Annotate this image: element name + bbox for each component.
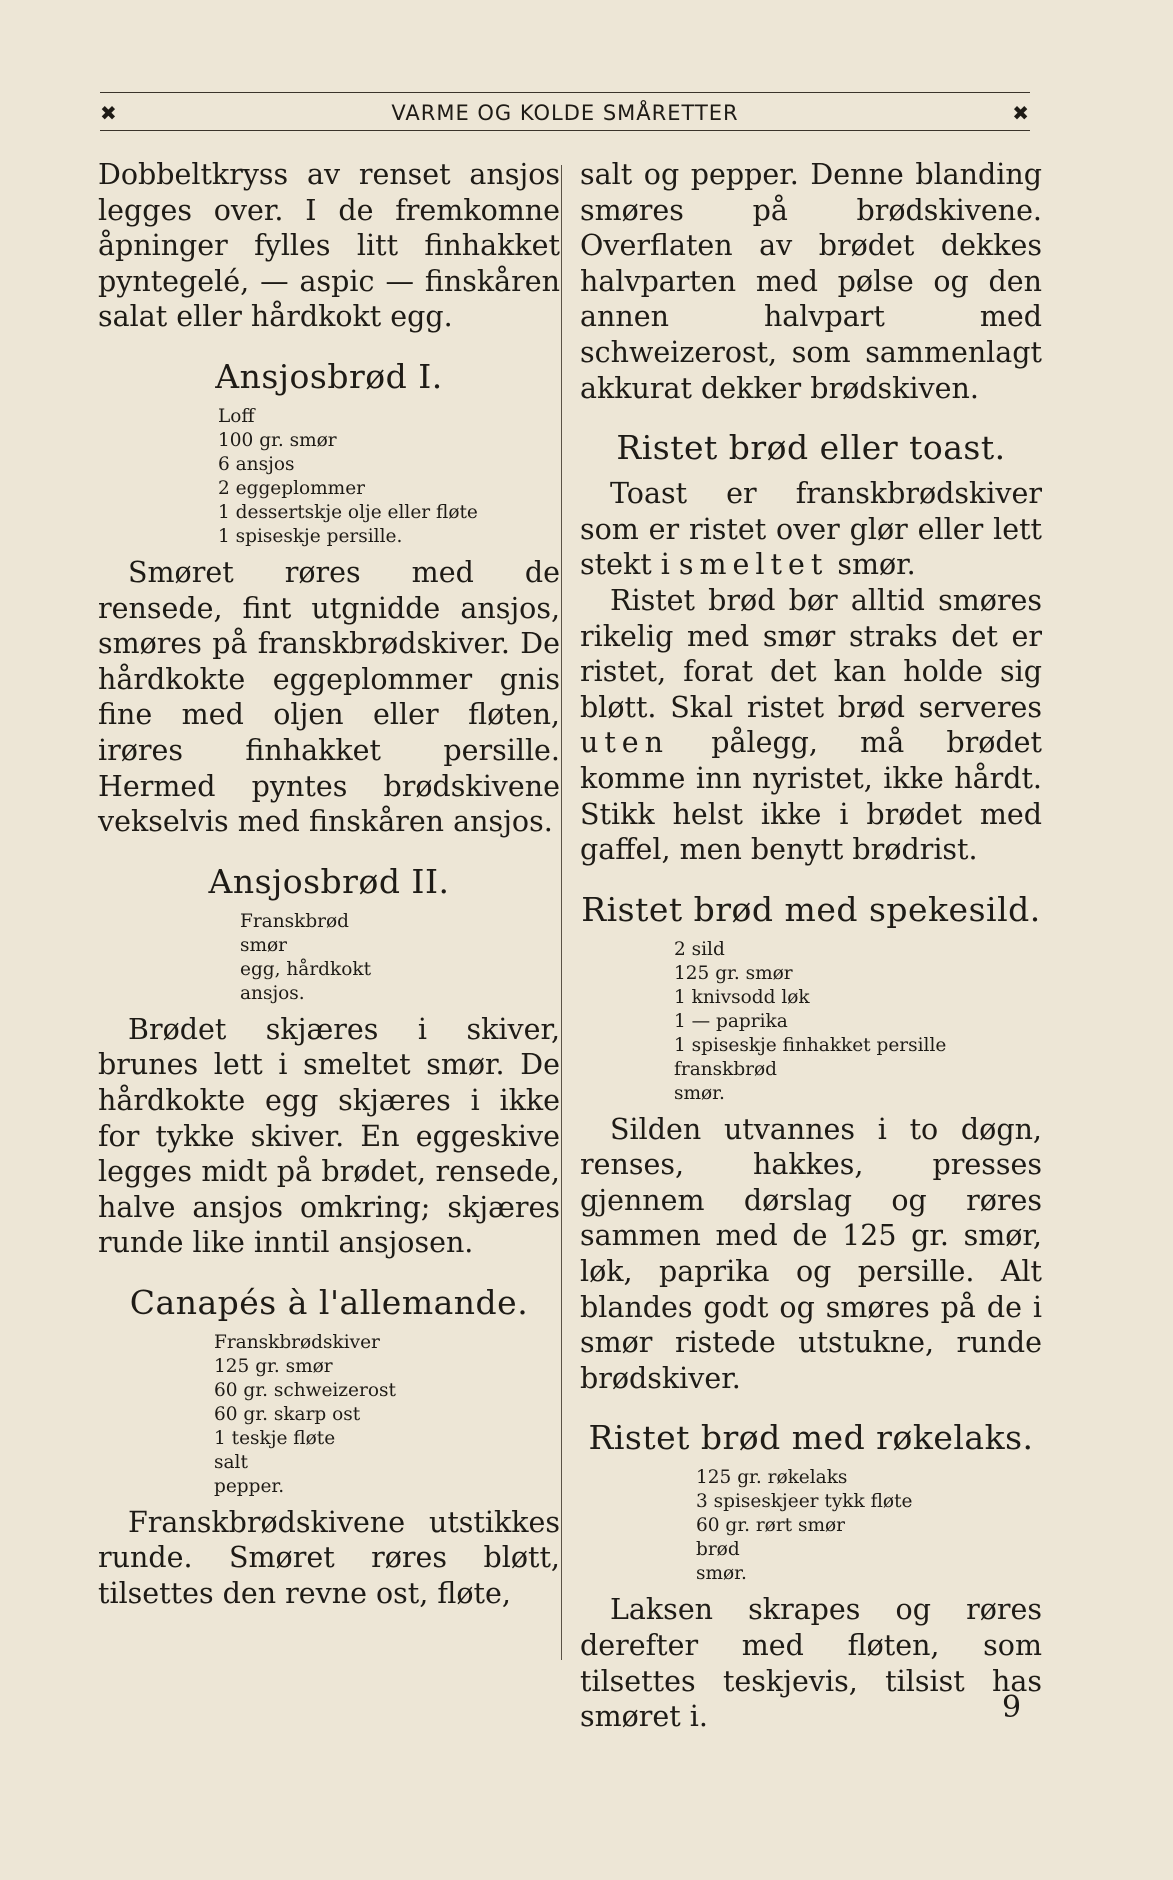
text-segment: Ristet brød bør alltid smøres rikelig med smør straks det er ristet, forat det kan holde sig bløtt. Skal ristet brød serveres: [580, 583, 1042, 724]
ingredient-item: egg, hårdkokt: [240, 958, 372, 980]
ornament-left-icon: ✖: [100, 101, 118, 125]
ingredient-item: 1 dessertskje olje eller fløte: [218, 501, 478, 523]
ingredient-item: 1 spiseskje persille.: [218, 525, 403, 547]
left-column: [98, 157, 560, 1612]
ingredient-item: 3 spiseskjeer tykk fløte: [696, 1491, 913, 1513]
emphasized-word: smeltet: [678, 548, 829, 582]
header-rule-bottom: [100, 130, 1030, 131]
recipe-text-rokelaks: Laksen skrapes og røres derefter med fløten, som tilsettes teskjevis, tilsist has smøret i.: [580, 1593, 1042, 1734]
recipe-text-ansjosbrod-2: Brødet skjæres i skiver, brunes lett i smeltet smør. De hårdkokte egg skjæres i ikke for tykke skiver. En eggeskive legges midt på brødet, rensede, halve ansjos omkring; skjæres runde like inntil ansjosen.: [98, 1012, 560, 1260]
recipe-title-ansjosbrod-2: Ansjosbrød II.: [208, 861, 450, 901]
recipe-title-spekesild: Ristet brød med spekesild.: [581, 889, 1041, 929]
recipe-title-ristet-brod: Ristet brød eller toast.: [616, 428, 1006, 468]
running-header: [100, 100, 1030, 126]
ingredient-item: 1 spiseskje finhakket persille: [674, 1034, 947, 1056]
ingredient-item: smør.: [674, 1082, 725, 1104]
ingredient-list-canapes: [214, 1331, 560, 1499]
ingredient-list-ansjosbrod-1: [218, 405, 560, 549]
intro-paragraph: Dobbeltkryss av renset ansjos legges over. I de fremkomne åpninger fylles litt finhakket pyntegelé, — aspic — finskåren salat eller hårdkokt egg.: [98, 158, 560, 334]
emphasized-word: uten: [580, 726, 670, 760]
header-rule-top: [100, 92, 1030, 93]
right-column: [580, 157, 1042, 1735]
text-segment: Toast er franskbrødskiver som er ristet over glør eller lett stekt i: [580, 477, 1042, 582]
page-number: 9: [1002, 1690, 1022, 1725]
recipe-text-ristet-brod-1: [580, 476, 1042, 583]
recipe-title-rokelaks: Ristet brød med røkelaks.: [588, 1418, 1034, 1458]
ingredient-item: 125 gr. røkelaks: [696, 1467, 848, 1489]
text-segment: smør.: [828, 548, 916, 582]
text-segment: pålegg, må brødet komme inn nyristet, ikke hårdt. Stikk helst ikke i brødet med gaffel, men benytt brødrist.: [580, 726, 1042, 867]
ingredient-item: 1 knivsodd løk: [674, 986, 810, 1008]
recipe-text-ristet-brod-2: [580, 583, 1042, 868]
ingredient-list-rokelaks: [696, 1466, 1042, 1586]
ingredient-item: 2 sild: [674, 938, 725, 960]
ingredient-item: 100 gr. smør: [218, 429, 337, 451]
ingredient-item: 1 — paprika: [674, 1010, 788, 1032]
ingredient-item: 125 gr. smør: [674, 962, 793, 984]
ingredient-list-ansjosbrod-2: [240, 910, 560, 1006]
running-header-title: VARME OG KOLDE SMÅRETTER: [391, 101, 739, 125]
recipe-text-spekesild: Silden utvannes i to døgn, renses, hakkes, presses gjennem dørslag og røres sammen med de 125 gr. smør, løk, paprika og persille. Alt blandes godt og smøres på de i smør ristede utstukne, runde brødskiver.: [580, 1112, 1042, 1395]
ingredient-item: smør: [240, 934, 288, 956]
ingredient-item: 1 teskje fløte: [214, 1427, 336, 1449]
ingredient-item: 6 ansjos: [218, 453, 295, 475]
ingredient-item: 60 gr. rørt smør: [696, 1515, 845, 1537]
ingredient-item: Franskbrød: [240, 910, 349, 932]
ingredient-item: Franskbrødskiver: [214, 1331, 380, 1353]
column-divider: [561, 165, 562, 1660]
ingredient-item: 125 gr. smør: [214, 1355, 333, 1377]
ingredient-item: brød: [696, 1539, 740, 1561]
recipe-title-canapes: Canapés à l'allemande.: [129, 1282, 529, 1322]
ingredient-list-spekesild: [674, 938, 1042, 1106]
continuation-paragraph: salt og pepper. Denne blanding smøres på brødskivene. Overflaten av brødet dekkes halvparten med pølse og den annen halvpart med schweizerost, som sammenlagt akkurat dekker brødskiven.: [580, 158, 1042, 405]
recipe-title-ansjosbrod-1: Ansjosbrød I.: [215, 356, 443, 396]
ingredient-item: 60 gr. skarp ost: [214, 1403, 361, 1425]
ingredient-item: pepper.: [214, 1475, 285, 1497]
ingredient-item: 2 eggeplommer: [218, 477, 366, 499]
ingredient-item: ansjos.: [240, 982, 305, 1004]
ornament-right-icon: ✖: [1012, 101, 1030, 125]
ingredient-item: 60 gr. schweizerost: [214, 1379, 396, 1401]
ingredient-item: salt: [214, 1451, 248, 1473]
recipe-text-canapes: Franskbrødskivene utstikkes runde. Smøret røres bløtt, tilsettes den revne ost, fløte,: [98, 1505, 560, 1611]
recipe-text-ansjosbrod-1: Smøret røres med de rensede, fint utgnidde ansjos, smøres på franskbrødskiver. De hårdkokte eggeplommer gnis fine med oljen eller fløten, irøres finhakket persille. Hermed pyntes brødskivene vekselvis med finskåren ansjos.: [98, 555, 560, 839]
ingredient-item: smør.: [696, 1563, 747, 1585]
ingredient-item: Loff: [218, 405, 255, 427]
ingredient-item: franskbrød: [674, 1058, 778, 1080]
